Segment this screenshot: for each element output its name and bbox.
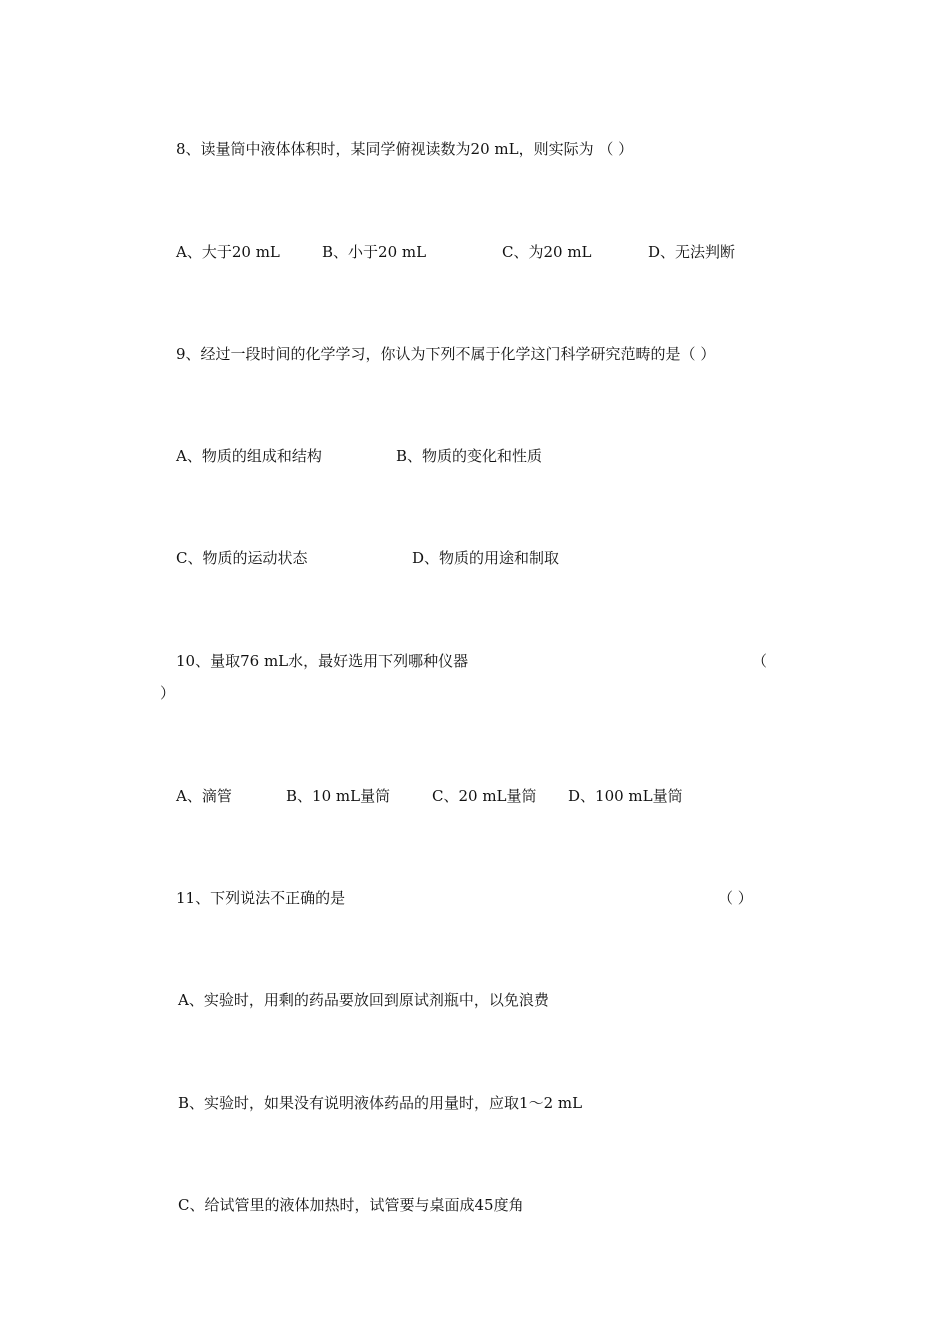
question-11-option-c: C、给试管里的液体加热时，试管要与桌面成45度角: [178, 1196, 524, 1214]
question-9-option-a: A、物质的组成和结构: [176, 447, 322, 465]
question-10-option-a: A、滴管: [176, 787, 232, 805]
question-11-option-b: B、实验时，如果没有说明液体药品的用量时，应取1～2 mL: [178, 1094, 583, 1112]
question-11-bracket: （ ）: [718, 889, 753, 907]
question-10-bracket-close: ）: [160, 684, 176, 702]
question-9-option-b: B、物质的变化和性质: [396, 447, 543, 465]
question-9-option-d: D、物质的用途和制取: [412, 549, 560, 567]
question-11-option-a: A、实验时，用剩的药品要放回到原试剂瓶中，以免浪费: [178, 991, 549, 1009]
question-8-option-a: A、大于20 mL: [176, 243, 280, 261]
question-10-stem: 10、量取76 mL水，最好选用下列哪种仪器: [176, 652, 469, 670]
question-10-option-d: D、100 mL量筒: [568, 787, 683, 805]
question-10-option-b: B、10 mL量筒: [286, 787, 391, 805]
question-8-option-b: B、小于20 mL: [322, 243, 427, 261]
question-8-option-d: D、无法判断: [648, 243, 736, 261]
question-10-bracket-open: （: [752, 652, 768, 670]
question-9-option-c: C、物质的运动状态: [176, 549, 308, 567]
question-11-stem: 11、下列说法不正确的是: [176, 889, 346, 907]
question-8-stem: 8、读量筒中液体体积时，某同学俯视读数为20 mL，则实际为 （ ）: [176, 140, 634, 158]
question-9-stem: 9、经过一段时间的化学学习，你认为下列不属于化学这门科学研究范畴的是（ ）: [176, 345, 716, 363]
question-10-option-c: C、20 mL量筒: [432, 787, 537, 805]
question-8-option-c: C、为20 mL: [502, 243, 592, 261]
